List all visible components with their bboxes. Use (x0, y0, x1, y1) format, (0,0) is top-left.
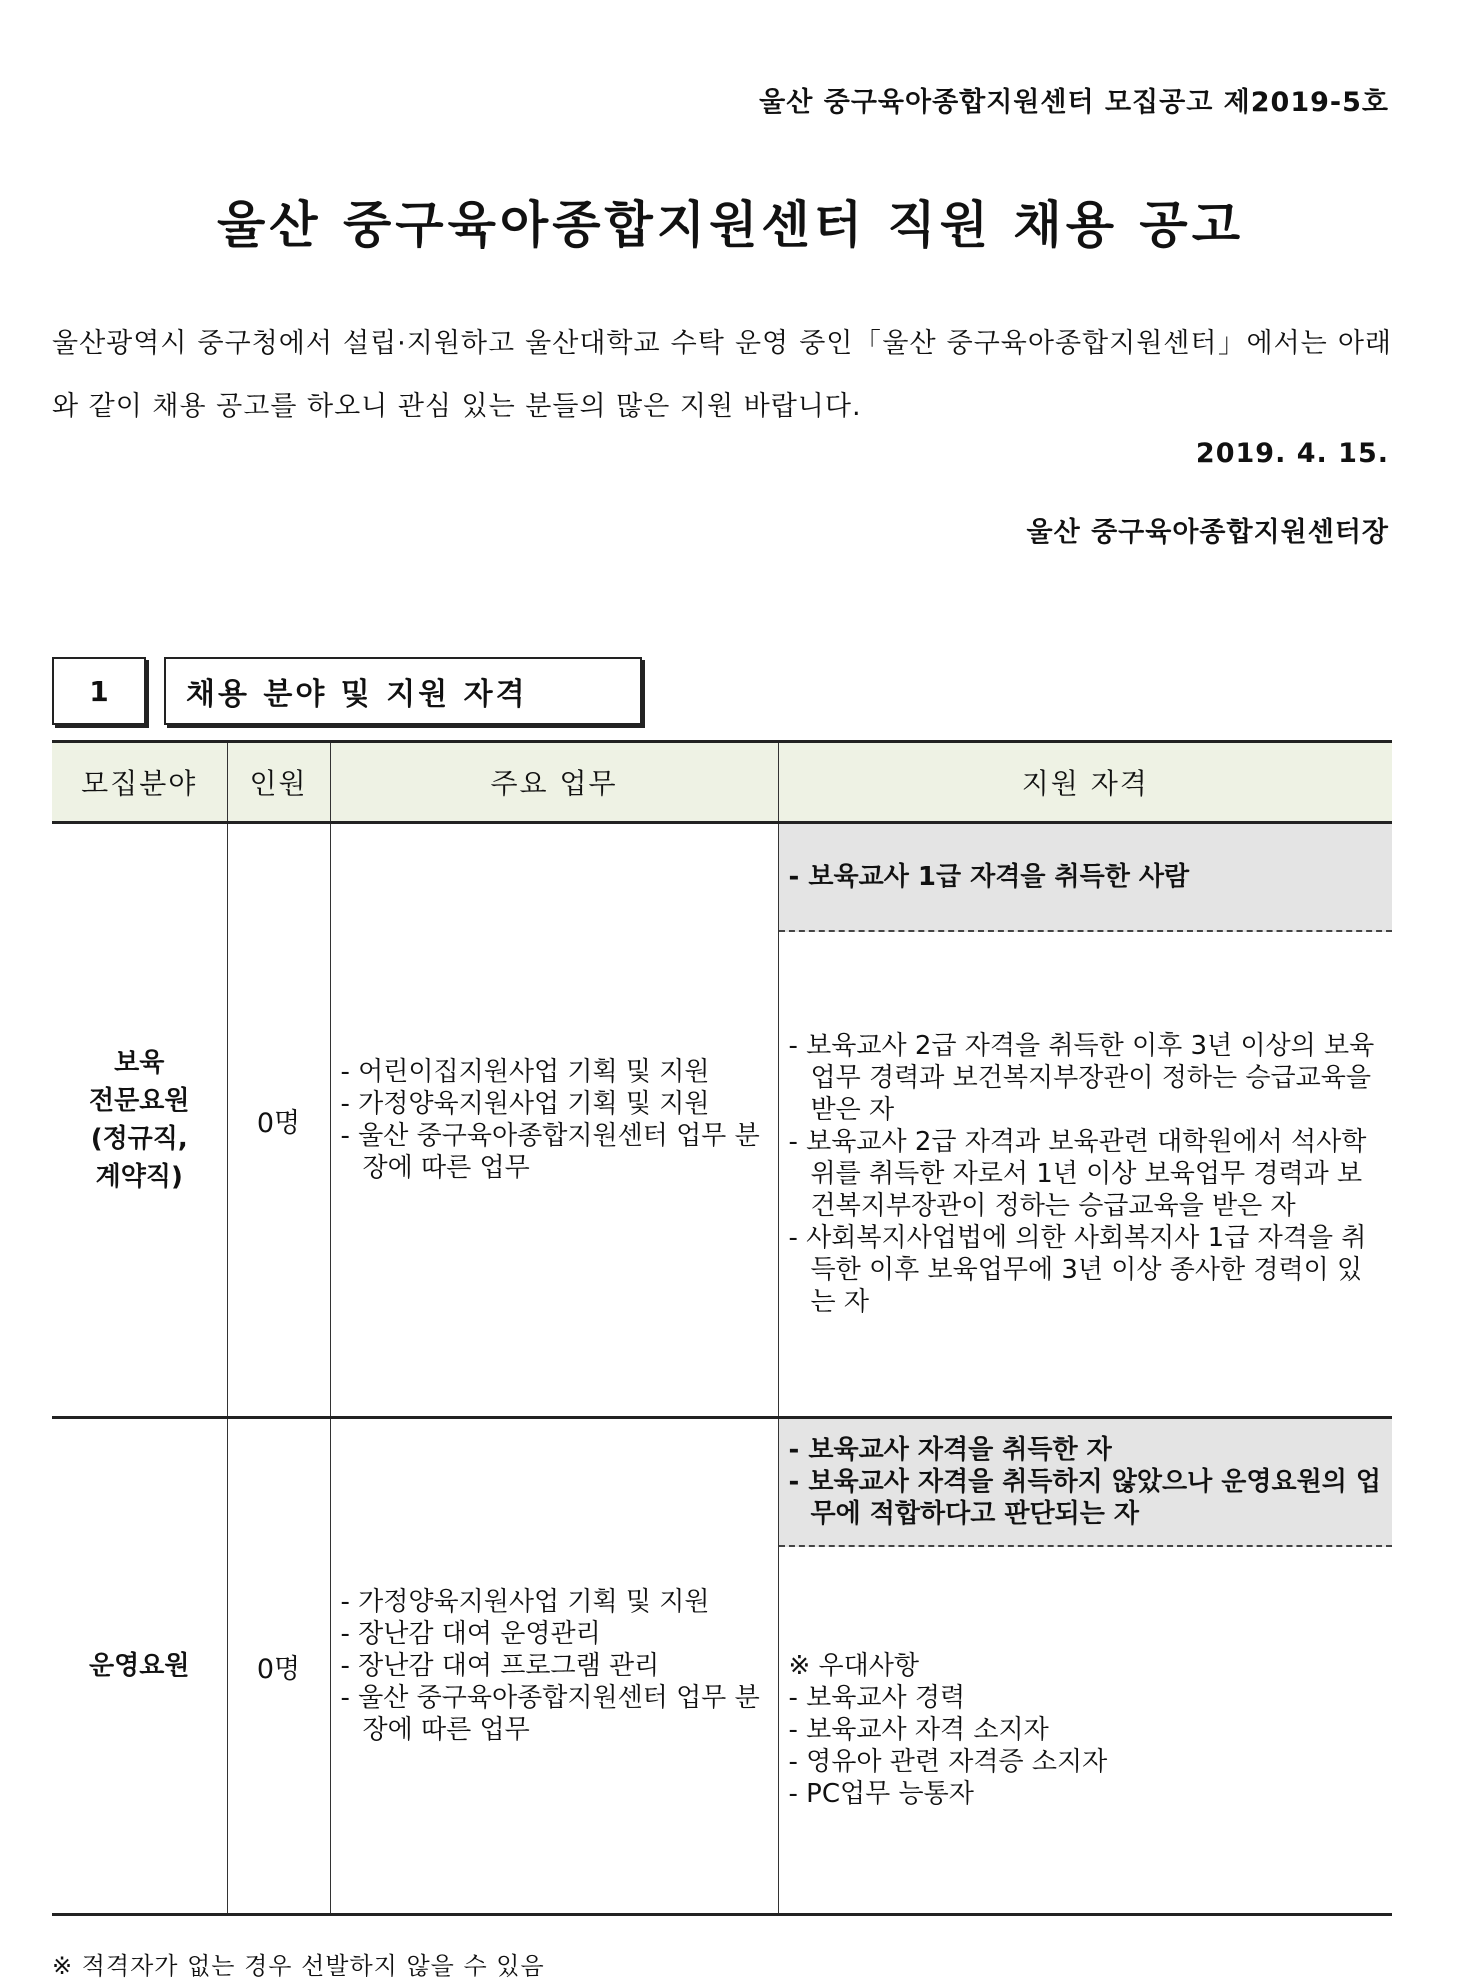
intro-paragraph: 울산광역시 중구청에서 설립·지원하고 울산대학교 수탁 운영 중인「울산 중구육아종합지원센터」에서는 아래와 같이 채용 공고를 하오니 관심 있는 분들의 많은 지원 바랍니다. (52, 328, 1392, 422)
required-qualifications (779, 824, 1393, 932)
list-item: - 보육교사 1급 자격을 취득한 사람 (788, 862, 1190, 892)
header-qualifications: 지원 자격 (778, 742, 1392, 823)
required-qualifications (779, 1419, 1393, 1547)
qualifications-cell (778, 1418, 1392, 1915)
list-item: - 가정양육지원사업 기획 및 지원 (340, 1089, 710, 1119)
list-item: - 울산 중구육아종합지원센터 업무 분장에 따른 업무 (340, 1121, 760, 1183)
list-item: - 영유아 관련 자격증 소지자 (788, 1747, 1108, 1777)
list-item: - 보육교사 자격을 취득하지 않았으나 운영요원의 업무에 적합하다고 판단되는 자 (788, 1467, 1382, 1529)
list-item: - 울산 중구육아종합지원센터 업무 분장에 따른 업무 (340, 1683, 760, 1745)
list-item: - 어린이집지원사업 기획 및 지원 (340, 1057, 710, 1087)
list-item: - 보육교사 자격 소지자 (788, 1715, 1049, 1745)
headcount-cell: 0명 (227, 1418, 330, 1915)
table-row (52, 823, 1392, 1418)
header-count: 인원 (227, 742, 330, 823)
list-item: - 장난감 대여 프로그램 관리 (340, 1651, 660, 1681)
list-item: - 보육교사 2급 자격을 취득한 이후 3년 이상의 보육업무 경력과 보건복지부장관이 정하는 승급교육을 받은 자 (788, 1031, 1375, 1125)
header-duties: 주요 업무 (330, 742, 778, 823)
duties-cell (330, 823, 778, 1418)
section-number: 1 (52, 657, 146, 725)
category-cell: 운영요원 (52, 1418, 227, 1915)
list-item: - PC업무 능통자 (788, 1779, 974, 1809)
list-item: - 사회복지사업법에 의한 사회복지사 1급 자격을 취득한 이후 보육업무에 3년 이상 종사한 경력이 있는 자 (788, 1223, 1367, 1317)
announcement-date: 2019. 4. 15. (1195, 438, 1389, 469)
table-row (52, 1418, 1392, 1915)
header-category: 모집분야 (52, 742, 227, 823)
notice-number: 울산 중구육아종합지원센터 모집공고 제2019-5호 (759, 87, 1389, 118)
issuer: 울산 중구육아종합지원센터장 (1026, 517, 1389, 548)
recruitment-table (52, 740, 1392, 1916)
duties-cell (330, 1418, 778, 1915)
category-cell: 보육 전문요원 (정규직, 계약직) (52, 823, 227, 1418)
table-header-row (52, 742, 1392, 823)
page-title: 울산 중구육아종합지원센터 직원 채용 공고 (216, 196, 1245, 254)
list-item: - 보육교사 2급 자격과 보육관련 대학원에서 석사학위를 취득한 자로서 1년 이상 보육업무 경력과 보건복지부장관이 정하는 승급교육을 받은 자 (788, 1127, 1367, 1221)
list-item: - 장난감 대여 운영관리 (340, 1619, 601, 1649)
preferences (779, 1547, 1393, 1913)
list-item: - 보육교사 경력 (788, 1683, 966, 1713)
preferences-title: ※ 우대사항 (788, 1651, 920, 1681)
list-item: - 가정양육지원사업 기획 및 지원 (340, 1587, 710, 1617)
headcount-cell: 0명 (227, 823, 330, 1418)
section-title: 채용 분야 및 지원 자격 (164, 657, 642, 725)
footnote: ※ 적격자가 없는 경우 선발하지 않을 수 있음 (52, 1952, 545, 1980)
qualifications-cell (778, 823, 1392, 1418)
alternative-qualifications (779, 932, 1393, 1416)
list-item: - 보육교사 자격을 취득한 자 (788, 1435, 1112, 1465)
